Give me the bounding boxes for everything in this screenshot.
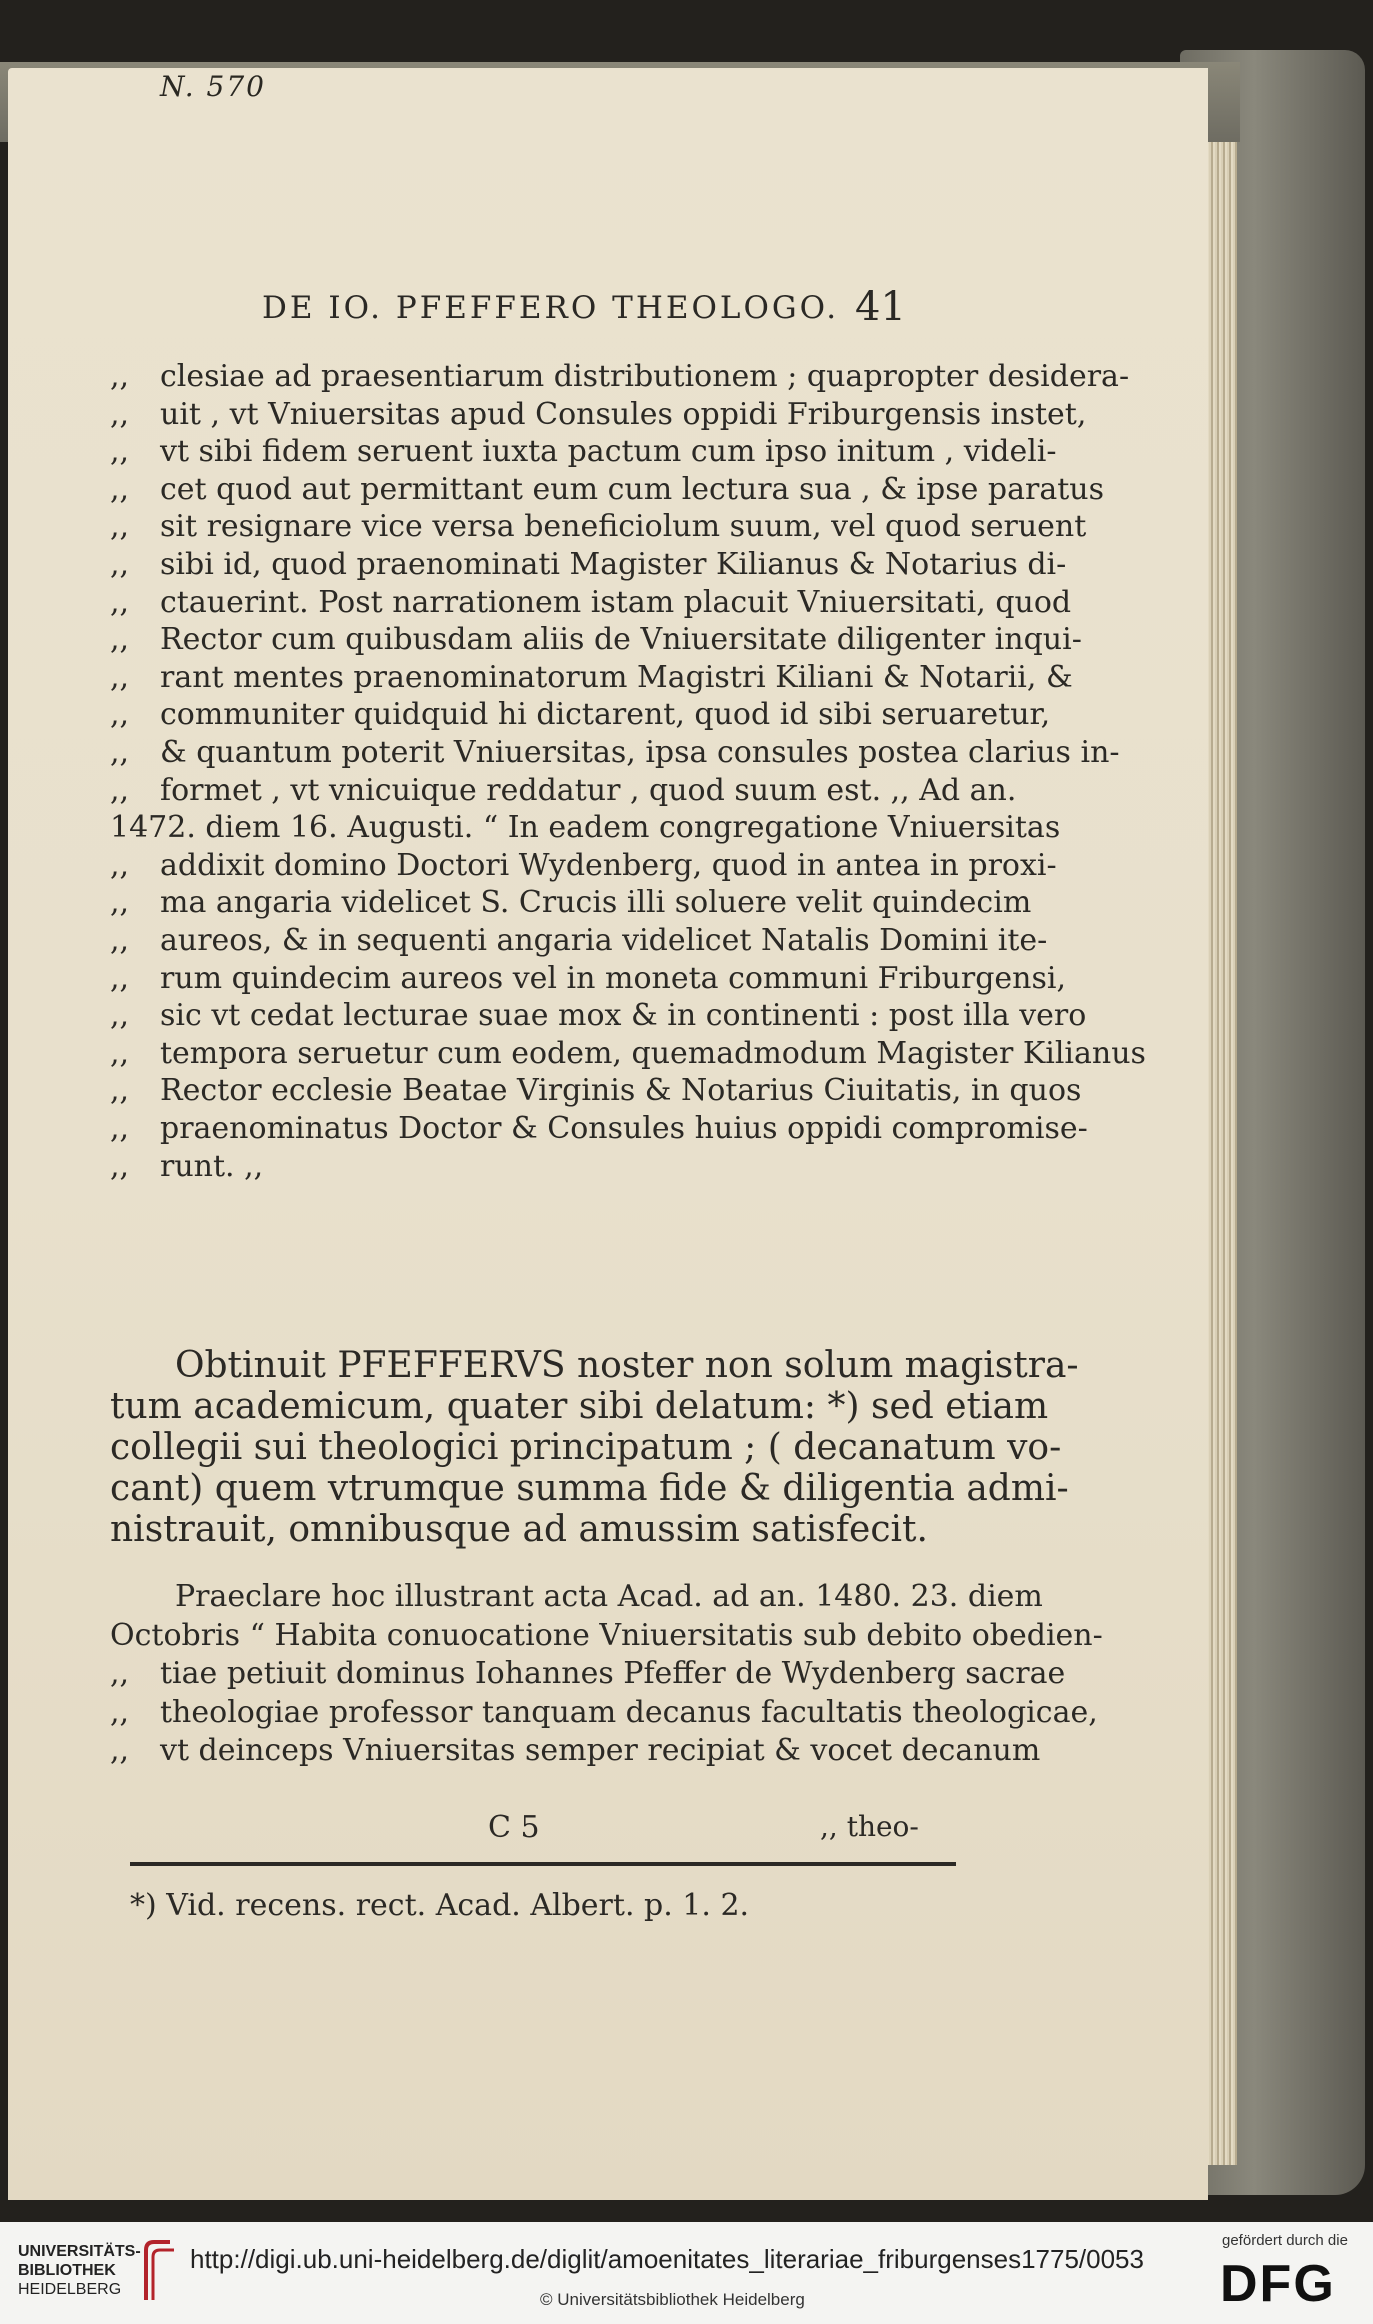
line-text: vt deinceps Vniuersitas semper recipiat & vocet decanum xyxy=(160,1733,1041,1768)
text-line xyxy=(110,735,1120,770)
quote-mark: ,, xyxy=(110,359,130,394)
shelf-mark: N. 570 xyxy=(160,70,266,103)
catchword: ,, theo- xyxy=(820,1810,919,1843)
permalink-link[interactable]: http://digi.ub.uni-heidelberg.de/diglit/amoenitates_literariae_friburgenses1775/0053 xyxy=(190,2244,1144,2274)
line-text: aureos, & in sequenti angaria videlicet Natalis Domini ite- xyxy=(160,923,1048,958)
line-text: cet quod aut permittant eum cum lectura sua , & ipse paratus xyxy=(160,471,1105,507)
line-text: praenominatus Doctor & Consules huius oppidi compromise- xyxy=(160,1111,1088,1146)
library-name-line3: HEIDELBERG xyxy=(18,2281,122,2298)
text-line xyxy=(110,1148,960,1184)
line-text: sibi id, quod praenominati Magister Kilianus & Notarius di- xyxy=(160,547,1067,582)
paragraph-line: tum academicum, quater sibi delatum: *) sed etiam xyxy=(110,1386,1049,1427)
line-text: & quantum poterit Vniuersitas, ipsa consules postea clarius in- xyxy=(160,735,1120,770)
text-line xyxy=(110,396,1087,432)
copyright-notice: © Universitätsbibliothek Heidelberg xyxy=(540,2290,805,2309)
text-line xyxy=(110,622,1082,658)
line-text: tiae petiuit dominus Iohannes Pfeffer de Wydenberg sacrae xyxy=(160,1656,1066,1691)
quote-mark: ,, xyxy=(110,998,130,1034)
text-line xyxy=(110,659,1073,695)
quote-mark: ,, xyxy=(110,396,130,432)
text-line xyxy=(110,998,1087,1034)
quote-mark: ,, xyxy=(110,885,130,921)
line-text: Rector ecclesie Beatae Virginis & Notarius Ciuitatis, in quos xyxy=(160,1073,1082,1109)
quote-mark: ,, xyxy=(110,772,130,808)
quote-mark: ,, xyxy=(110,471,130,507)
text-line xyxy=(110,1111,1088,1146)
line-text: addixit domino Doctori Wydenberg, quod in antea in proxi- xyxy=(160,847,1057,883)
line-text: communiter quidquid hi dictarent, quod id sibi seruaretur, xyxy=(160,697,1051,733)
quote-mark: ,, xyxy=(110,584,130,620)
line-text: rant mentes praenominatorum Magistri Kiliani & Notarii, & xyxy=(160,659,1073,695)
text-line xyxy=(110,1694,1098,1730)
quote-mark: ,, xyxy=(110,1035,130,1071)
viewer-footer xyxy=(0,2222,1373,2324)
text-line xyxy=(110,584,1072,620)
text-line xyxy=(110,810,1061,846)
line-text: 1472. diem 16. Augusti. “ In eadem congregatione Vniuersitas xyxy=(110,810,1061,846)
line-text: sit resignare vice versa beneficiolum suum, vel quod seruent xyxy=(160,509,1087,545)
footnote: *) Vid. recens. rect. Acad. Albert. p. 1. 2. xyxy=(130,1888,750,1923)
text-line xyxy=(110,1733,1041,1768)
line-text: tempora seruetur cum eodem, quemadmodum Magister Kilianus xyxy=(160,1035,1146,1071)
text-line xyxy=(110,1073,1082,1109)
text-line xyxy=(110,509,1087,545)
line-text: clesiae ad praesentiarum distributionem ; quapropter desidera- xyxy=(160,359,1130,394)
line-text: ctauerint. Post narrationem istam placuit Vniuersitati, quod xyxy=(160,584,1072,620)
quote-mark: ,, xyxy=(110,960,130,996)
line-text: uit , vt Vniuersitas apud Consules oppidi Friburgensis instet, xyxy=(160,396,1087,432)
line-text: sic vt cedat lecturae suae mox & in continenti : post illa vero xyxy=(160,998,1087,1034)
line-text: vt sibi fidem seruent iuxta pactum cum ipso initum , videli- xyxy=(160,434,1057,470)
running-head: DE IO. PFEFFERO THEOLOGO. xyxy=(262,290,840,326)
quote-mark: ,, xyxy=(110,509,130,545)
text-line xyxy=(110,772,1017,808)
quote-mark: ,, xyxy=(110,547,130,582)
line-text: Octobris “ Habita conuocatione Vniuersitatis sub debito obedien- xyxy=(110,1617,1103,1653)
quote-mark: ,, xyxy=(110,1694,130,1730)
page-number: 41 xyxy=(855,284,906,330)
text-line xyxy=(110,1656,1066,1691)
line-text: rum quindecim aureos vel in moneta communi Friburgensi, xyxy=(160,960,1067,996)
quote-mark: ,, xyxy=(110,1111,130,1146)
text-line xyxy=(110,434,1057,470)
text-line xyxy=(110,1035,1146,1071)
text-line xyxy=(110,885,1032,921)
dfg-logo: DFG xyxy=(1220,2255,1336,2313)
library-logo xyxy=(18,2242,141,2299)
line-text: Praeclare hoc illustrant acta Acad. ad an. 1480. 23. diem xyxy=(175,1579,1043,1614)
text-line xyxy=(110,960,1067,996)
quote-mark: ,, xyxy=(110,697,130,733)
funded-by-label: gefördert durch die xyxy=(1222,2232,1348,2249)
quote-mark: ,, xyxy=(110,622,130,658)
library-mark-icon xyxy=(140,2236,180,2306)
quote-mark: ,, xyxy=(110,1073,130,1109)
quote-mark: ,, xyxy=(110,847,130,883)
paragraph-line: cant) quem vtrumque summa fide & diligentia admi- xyxy=(110,1468,1069,1509)
paragraph-line: Obtinuit PFEFFERVS noster non solum magistra- xyxy=(175,1345,1079,1386)
signature-mark: C 5 xyxy=(488,1810,540,1845)
line-text: Rector cum quibusdam aliis de Vniuersitate diligenter inqui- xyxy=(160,622,1082,658)
text-line xyxy=(110,923,1048,958)
footnote-rule xyxy=(130,1862,956,1866)
line-text: formet , vt vnicuique reddatur , quod suum est. ,, Ad an. xyxy=(160,772,1017,808)
text-line xyxy=(175,1579,1043,1614)
quote-mark: ,, xyxy=(110,735,130,770)
library-name-line2: BIBLIOTHEK xyxy=(18,2262,116,2279)
quote-mark: ,, xyxy=(110,659,130,695)
text-line xyxy=(110,547,1067,582)
paragraph-line: nistrauit, omnibusque ad amussim satisfecit. xyxy=(110,1509,928,1550)
quote-mark: ,, xyxy=(110,1656,130,1691)
text-line xyxy=(110,359,1130,394)
quote-mark: ,, xyxy=(110,434,130,470)
text-line xyxy=(110,1617,1103,1653)
library-name-line1: UNIVERSITÄTS- xyxy=(18,2243,141,2260)
quote-mark: ,, xyxy=(110,1148,130,1184)
paragraph-line: collegii sui theologici principatum ; ( decanatum vo- xyxy=(110,1427,1062,1468)
quote-mark: ,, xyxy=(110,923,130,958)
line-text: ma angaria videlicet S. Crucis illi soluere velit quindecim xyxy=(160,885,1032,921)
line-text: runt. ,, xyxy=(160,1148,264,1184)
line-text: theologiae professor tanquam decanus facultatis theologicae, xyxy=(160,1694,1098,1730)
quote-mark: ,, xyxy=(110,1733,130,1768)
text-line xyxy=(110,471,1105,507)
text-line xyxy=(110,847,1057,883)
text-line xyxy=(110,697,1051,733)
